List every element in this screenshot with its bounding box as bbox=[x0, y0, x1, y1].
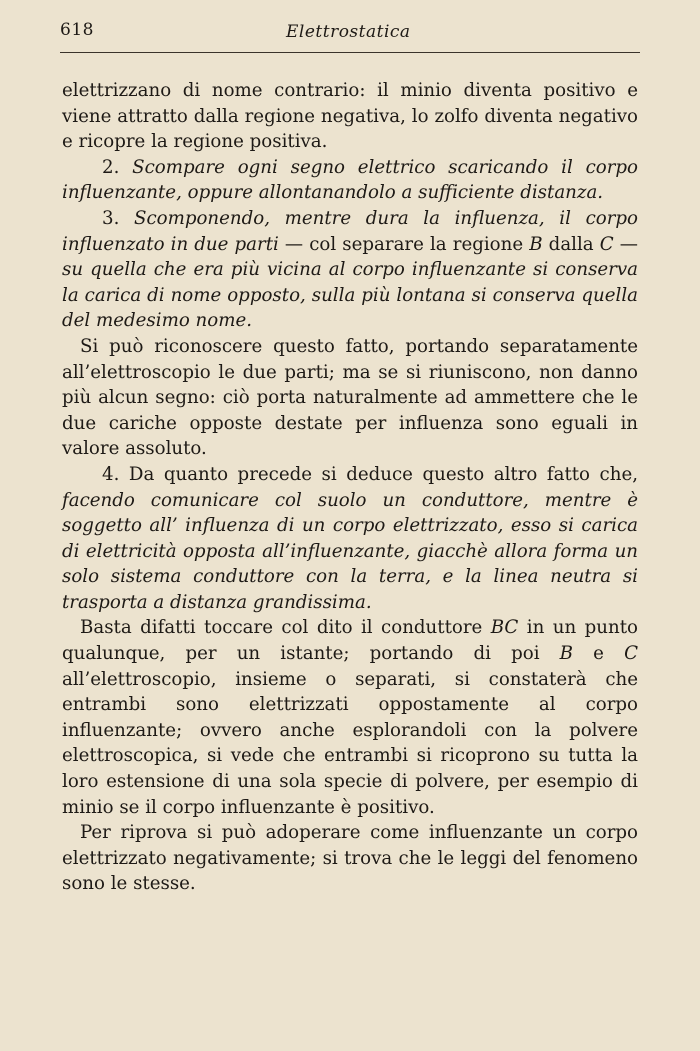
italic-run: Scompare ogni segno elettrico scaricando il corpo influenzante, oppure allontanandolo a sufficiente distanza. bbox=[62, 156, 638, 204]
paragraph-counterproof bbox=[62, 820, 638, 897]
paragraph-explanation bbox=[62, 334, 638, 462]
paragraph-item-4 bbox=[62, 462, 638, 616]
italic-run: Scomponendo, mentre dura la influenza, il corpo influenzato in due parti bbox=[62, 207, 638, 255]
italic-letter: C bbox=[599, 233, 614, 255]
paragraph-item-2 bbox=[62, 155, 638, 206]
text-run: Basta difatti toccare col dito il conduttore bbox=[80, 617, 491, 639]
paragraph-demonstration bbox=[62, 615, 638, 820]
header-rule bbox=[60, 52, 640, 53]
italic-letter: B bbox=[559, 643, 574, 665]
text-run: 4. Da quanto precede si deduce questo altro fatto che, bbox=[102, 463, 638, 485]
italic-letter: BC bbox=[490, 617, 519, 639]
text-run: in un punto qualunque, per un istante; portando di poi bbox=[62, 617, 638, 665]
paragraph-continuation bbox=[62, 78, 638, 155]
text-run: e bbox=[573, 643, 625, 665]
italic-run: su quella che era più vicina al corpo influenzante si conserva la carica di nome opposto, sulla più lontana si conserva quella del medesimo nome. bbox=[62, 259, 638, 332]
italic-letter: C bbox=[624, 643, 639, 665]
italic-letter: B bbox=[529, 233, 543, 255]
item-number: 3. bbox=[102, 207, 134, 229]
italic-run: facendo comunicare col suolo un conduttore, mentre è soggetto all’ influenza di un corpo elettrizzato, esso si carica di elettricità opposta all’influenzante, giacchè allora forma un solo sistema conduttore con la terra, e la linea neutra si trasporta a distanza grandissima. bbox=[62, 489, 638, 613]
paragraph-item-3 bbox=[62, 206, 638, 334]
text-run: — col separare la regione bbox=[278, 233, 530, 255]
running-title: Elettrostatica bbox=[286, 22, 411, 42]
text-run: Per riprova si può adoperare come influenzante un corpo elettrizzato negativamente; si trova che le leggi del fenomeno sono le stesse. bbox=[62, 822, 638, 895]
text-run: dalla bbox=[542, 233, 600, 255]
text-run: all’elettroscopio, insieme o separati, si constaterà che entrambi sono elettrizzati oppostamente al corpo influenzante; ovvero anche esplorandoli con la polvere elettroscopica, si vede che entrambi si ricoprono su tutta la loro estensione di una sola specie di polvere, per esempio di minio se il corpo influenzante è positivo. bbox=[62, 668, 638, 818]
text-run: — bbox=[613, 233, 638, 255]
text-run: elettrizzano di nome contrario: il minio diventa positivo e viene attratto dalla regione negativa, lo zolfo diventa negativo e ricopre la regione positiva. bbox=[62, 80, 638, 153]
page-number: 618 bbox=[60, 20, 94, 40]
text-run: Si può riconoscere questo fatto, portando separatamente all’elettroscopio le due parti; ma se si riuniscono, non danno più alcun segno: ciò porta naturalmente ad ammettere che le due cariche opposte destate per influenza sono eguali in valore assoluto. bbox=[62, 335, 638, 460]
item-number: 2. bbox=[102, 156, 133, 178]
body-text bbox=[62, 78, 638, 897]
